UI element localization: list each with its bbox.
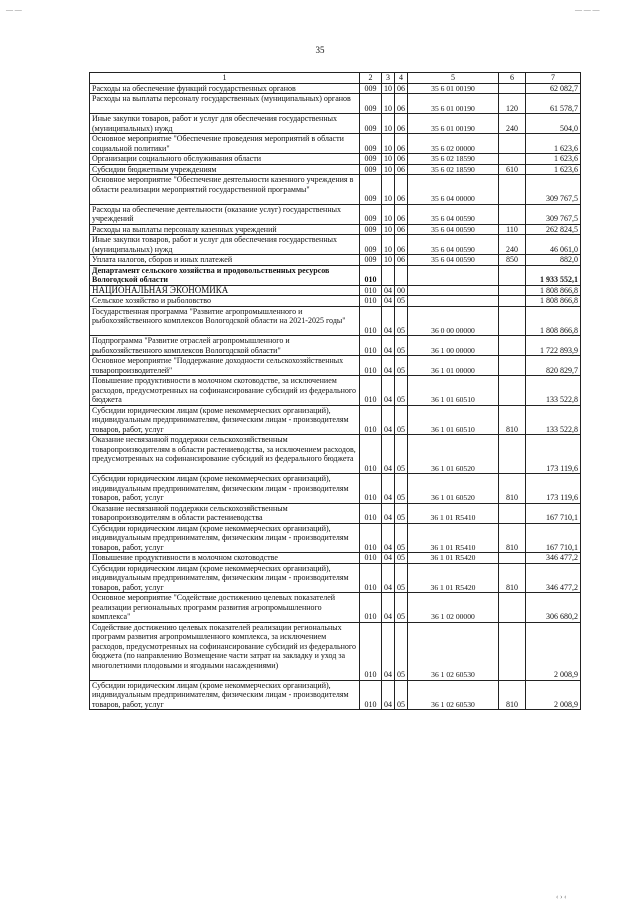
row-name: Департамент сельского хозяйства и продовольственных ресурсов Вологодской области xyxy=(90,265,360,285)
row-subsection-code: 06 xyxy=(395,83,408,94)
table-row xyxy=(90,435,581,474)
row-subsection-code: 05 xyxy=(395,296,408,307)
row-amount: 1 808 866,8 xyxy=(526,306,581,336)
row-ministry-code: 010 xyxy=(360,680,382,710)
row-target-article: 35 6 04 00000 xyxy=(408,175,499,205)
row-amount: 1 933 552,1 xyxy=(526,265,581,285)
page-number: 35 xyxy=(315,45,325,55)
table-row xyxy=(90,503,581,523)
table-row xyxy=(90,376,581,406)
row-expense-type xyxy=(499,134,526,154)
row-name: Основное мероприятие "Содействие достижению целевых показателей реализации региональных программ развития агропромышленного комплекса" xyxy=(90,593,360,623)
table-row xyxy=(90,175,581,205)
table-row xyxy=(90,563,581,593)
row-target-article xyxy=(408,296,499,307)
table-row xyxy=(90,405,581,435)
row-name: Подпрограмма "Развитие отраслей агропромышленного и рыбохозяйственного комплексов Вологодской области" xyxy=(90,336,360,356)
row-target-article: 36 1 02 60530 xyxy=(408,622,499,680)
row-target-article: 35 6 02 18590 xyxy=(408,164,499,175)
row-name: Иные закупки товаров, работ и услуг для обеспечения государственных (муниципальных) нужд xyxy=(90,114,360,134)
row-ministry-code: 009 xyxy=(360,154,382,165)
row-amount: 173 119,6 xyxy=(526,474,581,504)
row-ministry-code: 010 xyxy=(360,593,382,623)
row-section-code: 04 xyxy=(382,405,395,435)
row-ministry-code: 009 xyxy=(360,134,382,154)
row-expense-type: 110 xyxy=(499,224,526,235)
table-row xyxy=(90,134,581,154)
row-section-code: 10 xyxy=(382,114,395,134)
row-expense-type xyxy=(499,503,526,523)
table-row xyxy=(90,622,581,680)
row-amount: 167 710,1 xyxy=(526,523,581,553)
row-expense-type xyxy=(499,296,526,307)
row-expense-type xyxy=(499,175,526,205)
row-ministry-code: 010 xyxy=(360,285,382,296)
row-expense-type xyxy=(499,204,526,224)
table-row xyxy=(90,285,581,296)
row-target-article: 36 1 02 00000 xyxy=(408,593,499,623)
row-ministry-code: 010 xyxy=(360,376,382,406)
row-name: Субсидии бюджетным учреждениям xyxy=(90,164,360,175)
row-section-code: 04 xyxy=(382,474,395,504)
header-cell-7: 7 xyxy=(526,73,581,84)
row-subsection-code: 06 xyxy=(395,175,408,205)
row-ministry-code: 010 xyxy=(360,622,382,680)
row-expense-type xyxy=(499,83,526,94)
row-expense-type xyxy=(499,154,526,165)
row-name: Сельское хозяйство и рыболовство xyxy=(90,296,360,307)
row-subsection-code: 06 xyxy=(395,224,408,235)
row-section-code: 10 xyxy=(382,224,395,235)
row-subsection-code xyxy=(395,265,408,285)
row-name: Расходы на обеспечение деятельности (оказание услуг) государственных учреждений xyxy=(90,204,360,224)
table-row xyxy=(90,255,581,266)
row-expense-type: 850 xyxy=(499,255,526,266)
row-section-code: 10 xyxy=(382,204,395,224)
row-target-article: 36 1 01 60510 xyxy=(408,376,499,406)
row-amount: 167 710,1 xyxy=(526,503,581,523)
row-amount: 820 829,7 xyxy=(526,356,581,376)
row-expense-type xyxy=(499,306,526,336)
row-section-code: 04 xyxy=(382,563,395,593)
row-name: Основное мероприятие "Обеспечение деятельности казенного учреждения в области реализации мероприятий государственной программы" xyxy=(90,175,360,205)
row-ministry-code: 009 xyxy=(360,175,382,205)
row-ministry-code: 010 xyxy=(360,474,382,504)
row-section-code: 04 xyxy=(382,336,395,356)
row-ministry-code: 010 xyxy=(360,553,382,564)
row-target-article: 35 6 01 00190 xyxy=(408,114,499,134)
row-subsection-code: 06 xyxy=(395,204,408,224)
row-name: Субсидии юридическим лицам (кроме некоммерческих организаций), индивидуальным предпринимателям, физическим лицам - производителям товаров, работ, услуг xyxy=(90,474,360,504)
row-name: Государственная программа "Развитие агропромышленного и рыбохозяйственного комплексов Вологодской области на 2021-2025 годы" xyxy=(90,306,360,336)
table-row xyxy=(90,474,581,504)
row-name: Субсидии юридическим лицам (кроме некоммерческих организаций), индивидуальным предпринимателям, физическим лицам - производителям товаров, работ, услуг xyxy=(90,680,360,710)
row-target-article: 36 1 01 R5410 xyxy=(408,523,499,553)
row-amount: 1 623,6 xyxy=(526,134,581,154)
row-name: Иные закупки товаров, работ и услуг для обеспечения государственных (муниципальных) нужд xyxy=(90,235,360,255)
row-subsection-code: 05 xyxy=(395,622,408,680)
row-subsection-code: 05 xyxy=(395,405,408,435)
row-name: Основное мероприятие "Поддержание доходности сельскохозяйственных товаропроизводителей" xyxy=(90,356,360,376)
row-ministry-code: 010 xyxy=(360,503,382,523)
row-section-code: 10 xyxy=(382,134,395,154)
row-expense-type: 810 xyxy=(499,405,526,435)
row-section-code: 04 xyxy=(382,296,395,307)
row-amount: 1 808 866,8 xyxy=(526,285,581,296)
table-row xyxy=(90,336,581,356)
row-section-code: 04 xyxy=(382,356,395,376)
row-target-article: 35 6 04 00590 xyxy=(408,255,499,266)
row-ministry-code: 009 xyxy=(360,94,382,114)
table-row xyxy=(90,306,581,336)
budget-table xyxy=(89,72,581,710)
row-target-article: 36 1 01 R5420 xyxy=(408,563,499,593)
row-subsection-code: 05 xyxy=(395,523,408,553)
row-section-code: 10 xyxy=(382,83,395,94)
row-amount: 309 767,5 xyxy=(526,204,581,224)
header-cell-6: 6 xyxy=(499,73,526,84)
row-name: Организации социального обслуживания области xyxy=(90,154,360,165)
row-amount: 262 824,5 xyxy=(526,224,581,235)
row-subsection-code: 00 xyxy=(395,285,408,296)
row-subsection-code: 06 xyxy=(395,134,408,154)
row-amount: 882,0 xyxy=(526,255,581,266)
header-cell-2: 2 xyxy=(360,73,382,84)
table-row xyxy=(90,356,581,376)
row-name: Субсидии юридическим лицам (кроме некоммерческих организаций), индивидуальным предпринимателям, физическим лицам - производителям товаров, работ, услуг xyxy=(90,405,360,435)
table-row xyxy=(90,114,581,134)
row-amount: 2 008,9 xyxy=(526,680,581,710)
row-amount: 346 477,2 xyxy=(526,553,581,564)
row-expense-type xyxy=(499,435,526,474)
row-target-article: 36 1 00 00000 xyxy=(408,336,499,356)
row-expense-type xyxy=(499,553,526,564)
table-row xyxy=(90,204,581,224)
row-section-code: 04 xyxy=(382,285,395,296)
row-subsection-code: 05 xyxy=(395,306,408,336)
row-subsection-code: 05 xyxy=(395,376,408,406)
row-expense-type xyxy=(499,336,526,356)
row-target-article: 35 6 02 00000 xyxy=(408,134,499,154)
row-section-code: 04 xyxy=(382,523,395,553)
row-section-code xyxy=(382,265,395,285)
header-cell-5: 5 xyxy=(408,73,499,84)
row-target-article: 35 6 01 00190 xyxy=(408,94,499,114)
row-amount: 346 477,2 xyxy=(526,563,581,593)
row-expense-type xyxy=(499,356,526,376)
table-row xyxy=(90,83,581,94)
row-amount: 1 623,6 xyxy=(526,154,581,165)
row-section-code: 04 xyxy=(382,622,395,680)
row-name: НАЦИОНАЛЬНАЯ ЭКОНОМИКА xyxy=(90,285,360,296)
table-row xyxy=(90,593,581,623)
row-expense-type xyxy=(499,265,526,285)
row-expense-type: 610 xyxy=(499,164,526,175)
row-ministry-code: 010 xyxy=(360,523,382,553)
row-subsection-code: 05 xyxy=(395,553,408,564)
table-row xyxy=(90,235,581,255)
row-amount: 504,0 xyxy=(526,114,581,134)
row-subsection-code: 06 xyxy=(395,164,408,175)
row-name: Оказание несвязанной поддержки сельскохозяйственным товаропроизводителям в области растениеводства, за исключением расходов, предусмотренных на софинансирование субсидий из федерального бюджета xyxy=(90,435,360,474)
row-name: Расходы на выплаты персоналу государственных (муниципальных) органов xyxy=(90,94,360,114)
row-subsection-code: 05 xyxy=(395,503,408,523)
row-expense-type: 810 xyxy=(499,680,526,710)
row-target-article: 35 6 01 00190 xyxy=(408,83,499,94)
row-name: Содействие достижению целевых показателей реализации региональных программ развития агропромышленного комплекса, за исключением расходов, предусмотренных на софинансирование субсидий из федерального бюджета (по направлению Возмещение части затрат на закладку и уход за многолетними плодовыми и ягодными насаждениями) xyxy=(90,622,360,680)
row-amount: 1 623,6 xyxy=(526,164,581,175)
row-amount: 306 680,2 xyxy=(526,593,581,623)
row-target-article: 36 1 02 60530 xyxy=(408,680,499,710)
row-expense-type xyxy=(499,285,526,296)
row-section-code: 04 xyxy=(382,680,395,710)
row-section-code: 04 xyxy=(382,503,395,523)
row-ministry-code: 010 xyxy=(360,435,382,474)
row-ministry-code: 010 xyxy=(360,336,382,356)
row-ministry-code: 010 xyxy=(360,356,382,376)
row-section-code: 10 xyxy=(382,154,395,165)
row-section-code: 04 xyxy=(382,376,395,406)
row-section-code: 10 xyxy=(382,94,395,114)
row-section-code: 04 xyxy=(382,553,395,564)
row-amount: 173 119,6 xyxy=(526,435,581,474)
table-row xyxy=(90,680,581,710)
row-ministry-code: 009 xyxy=(360,204,382,224)
row-amount: 133 522,8 xyxy=(526,405,581,435)
row-target-article: 36 1 01 60520 xyxy=(408,474,499,504)
row-subsection-code: 05 xyxy=(395,593,408,623)
header-cell-1: 1 xyxy=(90,73,360,84)
row-subsection-code: 06 xyxy=(395,94,408,114)
row-amount: 62 082,7 xyxy=(526,83,581,94)
scan-mark-top: — — — xyxy=(575,6,600,14)
row-target-article: 36 0 00 00000 xyxy=(408,306,499,336)
row-subsection-code: 05 xyxy=(395,563,408,593)
header-cell-3: 3 xyxy=(382,73,395,84)
row-target-article: 36 1 01 60510 xyxy=(408,405,499,435)
row-ministry-code: 009 xyxy=(360,83,382,94)
scan-mark-bottom: ‹ › ‹ xyxy=(556,893,567,901)
row-expense-type xyxy=(499,593,526,623)
row-amount: 2 008,9 xyxy=(526,622,581,680)
row-target-article xyxy=(408,265,499,285)
row-subsection-code: 05 xyxy=(395,680,408,710)
row-subsection-code: 05 xyxy=(395,435,408,474)
row-subsection-code: 05 xyxy=(395,356,408,376)
row-target-article: 35 6 04 00590 xyxy=(408,235,499,255)
table-row xyxy=(90,553,581,564)
row-expense-type xyxy=(499,622,526,680)
row-subsection-code: 06 xyxy=(395,235,408,255)
row-section-code: 04 xyxy=(382,593,395,623)
row-ministry-code: 010 xyxy=(360,306,382,336)
row-expense-type: 240 xyxy=(499,235,526,255)
row-section-code: 10 xyxy=(382,255,395,266)
row-target-article: 36 1 01 R5420 xyxy=(408,553,499,564)
row-subsection-code: 06 xyxy=(395,255,408,266)
row-ministry-code: 010 xyxy=(360,563,382,593)
table-row xyxy=(90,523,581,553)
row-subsection-code: 05 xyxy=(395,336,408,356)
row-section-code: 04 xyxy=(382,435,395,474)
row-ministry-code: 009 xyxy=(360,164,382,175)
row-name: Уплата налогов, сборов и иных платежей xyxy=(90,255,360,266)
table-row xyxy=(90,296,581,307)
table-row xyxy=(90,164,581,175)
row-amount: 46 061,0 xyxy=(526,235,581,255)
row-target-article: 36 1 01 00000 xyxy=(408,356,499,376)
row-name: Оказание несвязанной поддержки сельскохозяйственным товаропроизводителям в области растениеводства xyxy=(90,503,360,523)
row-section-code: 04 xyxy=(382,306,395,336)
row-subsection-code: 06 xyxy=(395,114,408,134)
row-name: Субсидии юридическим лицам (кроме некоммерческих организаций), индивидуальным предпринимателям, физическим лицам - производителям товаров, работ, услуг xyxy=(90,563,360,593)
row-ministry-code: 010 xyxy=(360,296,382,307)
row-ministry-code: 010 xyxy=(360,405,382,435)
row-target-article: 35 6 04 00590 xyxy=(408,224,499,235)
table-row xyxy=(90,224,581,235)
row-target-article: 35 6 04 00590 xyxy=(408,204,499,224)
row-expense-type: 810 xyxy=(499,523,526,553)
row-amount: 1 722 893,9 xyxy=(526,336,581,356)
table-row xyxy=(90,154,581,165)
row-section-code: 10 xyxy=(382,235,395,255)
row-amount: 133 522,8 xyxy=(526,376,581,406)
row-ministry-code: 010 xyxy=(360,265,382,285)
row-section-code: 10 xyxy=(382,175,395,205)
row-target-article: 35 6 02 18590 xyxy=(408,154,499,165)
row-ministry-code: 009 xyxy=(360,114,382,134)
row-expense-type: 810 xyxy=(499,474,526,504)
row-target-article: 36 1 01 60520 xyxy=(408,435,499,474)
row-amount: 1 808 866,8 xyxy=(526,296,581,307)
row-amount: 61 578,7 xyxy=(526,94,581,114)
row-ministry-code: 009 xyxy=(360,235,382,255)
row-expense-type xyxy=(499,376,526,406)
scan-mark-left: — — xyxy=(6,6,22,14)
row-name: Субсидии юридическим лицам (кроме некоммерческих организаций), индивидуальным предпринимателям, физическим лицам - производителям товаров, работ, услуг xyxy=(90,523,360,553)
row-expense-type: 240 xyxy=(499,114,526,134)
row-subsection-code: 06 xyxy=(395,154,408,165)
row-ministry-code: 009 xyxy=(360,255,382,266)
row-target-article xyxy=(408,285,499,296)
row-target-article: 36 1 01 R5410 xyxy=(408,503,499,523)
table-body xyxy=(90,83,581,710)
row-name: Расходы на обеспечение функций государственных органов xyxy=(90,83,360,94)
row-name: Расходы на выплаты персоналу казенных учреждений xyxy=(90,224,360,235)
table-header-row xyxy=(90,73,581,84)
table-row xyxy=(90,94,581,114)
row-ministry-code: 009 xyxy=(360,224,382,235)
row-name: Основное мероприятие "Обеспечение проведения мероприятий в области социальной политики" xyxy=(90,134,360,154)
row-expense-type: 810 xyxy=(499,563,526,593)
row-name: Повышение продуктивности в молочном скотоводстве, за исключением расходов, предусмотренных на софинансирование субсидий из федерального бюджета xyxy=(90,376,360,406)
row-expense-type: 120 xyxy=(499,94,526,114)
row-section-code: 10 xyxy=(382,164,395,175)
table-row xyxy=(90,265,581,285)
row-amount: 309 767,5 xyxy=(526,175,581,205)
row-name: Повышение продуктивности в молочном скотоводстве xyxy=(90,553,360,564)
row-subsection-code: 05 xyxy=(395,474,408,504)
header-cell-4: 4 xyxy=(395,73,408,84)
